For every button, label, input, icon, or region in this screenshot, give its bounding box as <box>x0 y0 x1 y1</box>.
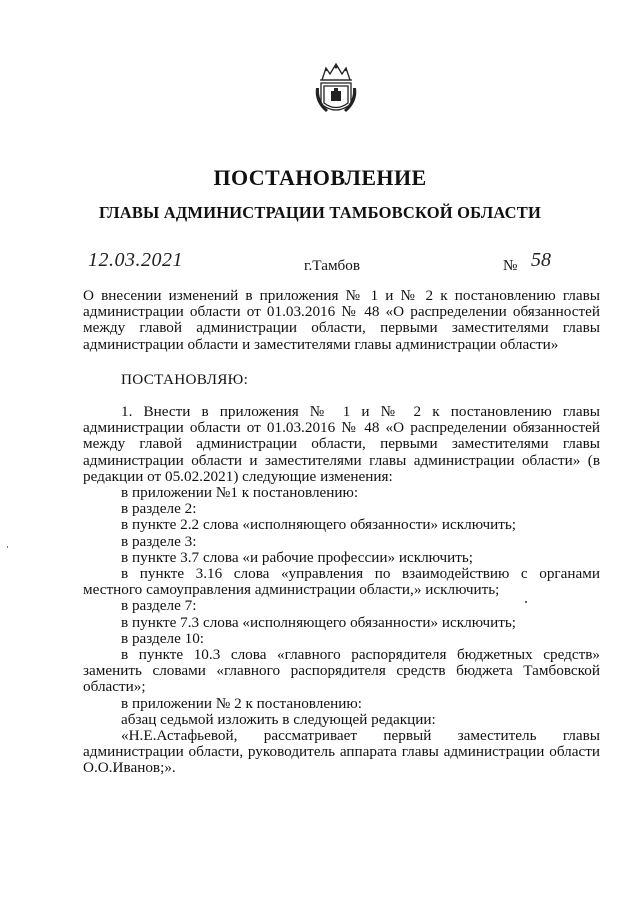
body-line: в разделе 2: <box>121 500 197 518</box>
body-line: в разделе 3: <box>121 532 197 550</box>
body-line: в приложении № 2 к постановлению: <box>121 694 362 712</box>
body-line: в разделе 7: <box>121 597 197 615</box>
body-line: в пункте 3.16 слова «управления по взаимодействию с органами местного самоуправления администрации области,» исключить; <box>83 565 600 599</box>
decree-word: ПОСТАНОВЛЯЮ: <box>121 371 249 388</box>
document-body <box>83 404 600 777</box>
document-subtitle: ГЛАВЫ АДМИНИСТРАЦИИ ТАМБОВСКОЙ ОБЛАСТИ <box>99 203 541 222</box>
handwritten-number: 58 <box>531 249 551 271</box>
document-subject: О внесении изменений в приложения № 1 и № 2 к постановлению главы администрации области от 01.03.2016 № 48 «О распределении обязанностей между главой администрации области, первыми заместителями главы администрации области и заместителями главы администрации области» <box>83 287 600 353</box>
scan-mark <box>7 546 8 548</box>
scan-dot <box>525 601 527 603</box>
body-line: в пункте 10.3 слова «главного распорядителя бюджетных средств» заменить словами «главного распорядителя средств бюджета Тамбовской области»; <box>83 646 600 696</box>
document-title: ПОСТАНОВЛЕНИЕ <box>213 165 427 190</box>
body-line: «Н.Е.Астафьевой, рассматривает первый заместитель главы администрации области, руководитель аппарата главы администрации области О.О.Иванов;». <box>83 727 600 777</box>
body-line: в приложении №1 к постановлению: <box>121 484 359 502</box>
city-label: г.Тамбов <box>304 257 361 274</box>
body-line: в пункте 3.7 слова «и рабочие профессии» исключить; <box>121 548 474 566</box>
body-line: абзац седьмой изложить в следующей редакции: <box>121 710 436 728</box>
number-label: № <box>503 257 518 274</box>
body-line: в разделе 10: <box>121 629 205 647</box>
body-line: в пункте 7.3 слова «исполняющего обязанности» исключить; <box>121 613 517 631</box>
body-item-1: 1. Внести в приложения № 1 и № 2 к постановлению главы администрации области от 01.03.2016 № 48 «О распределении обязанностей между главой администрации области, первыми заместителями главы администрации области и заместителями главы администрации области» (в редакции от 05.02.2021) следующие изменения: <box>83 403 600 485</box>
body-line: в пункте 2.2 слова «исполняющего обязанности» исключить; <box>121 516 517 534</box>
coat-of-arms-emblem <box>312 58 360 118</box>
handwritten-date: 12.03.2021 <box>88 249 183 271</box>
